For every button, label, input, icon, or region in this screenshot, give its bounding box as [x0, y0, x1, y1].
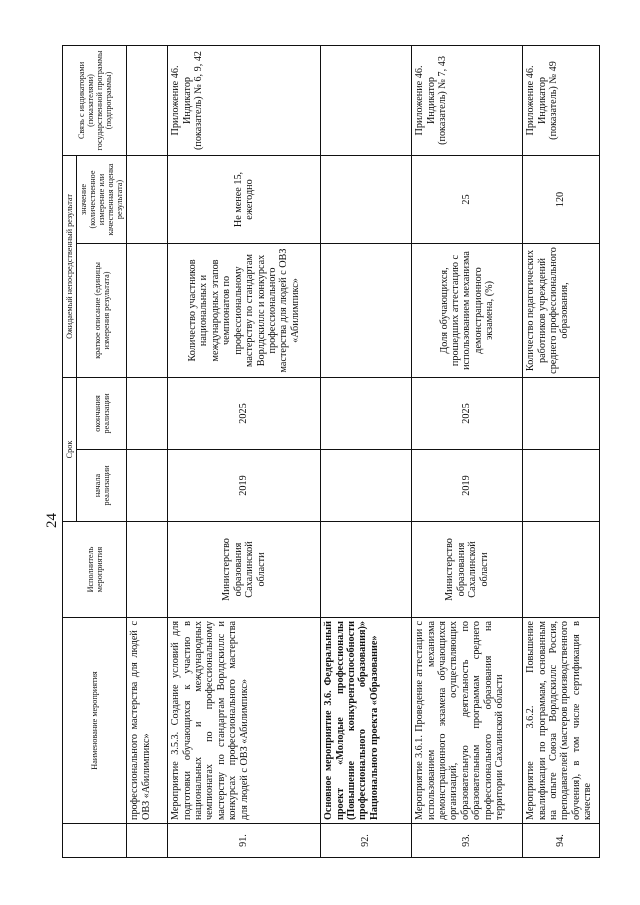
cell-short-desc: Доля обучающихся, прошедших аттестацию с использованием механизма демонстрационного экзамена, (%): [412, 243, 523, 377]
cell-end: [127, 377, 168, 449]
cell-value: [127, 155, 168, 243]
cell-start: [127, 450, 168, 522]
cell-num: 92.: [321, 824, 412, 858]
header-end: окончания реализации: [77, 377, 127, 449]
rotated-page: [44, 46, 596, 858]
cell-end: 2025: [412, 377, 523, 449]
cell-name: Основное мероприятие 3.6. Федеральный проект «Молодые профессионалы (Повышение конкурентоспособности профессионального образования)» Национального проекта «Образование»: [321, 618, 412, 824]
cell-short-desc: Количество участников национальных и международных этапов чемпионатов по профессиональному мастерству по стандартам Ворлдскиллс и конкурсах профессионального мастерства для людей с ОВЗ «Абилимпикс»: [168, 243, 321, 377]
cell-num: 91.: [168, 824, 321, 858]
header-expected: Ожидаемый непосредственный результат: [63, 155, 77, 377]
header-term: Срок: [63, 377, 77, 521]
cell-executor: [321, 522, 412, 618]
header-link: Связь с индикаторами (показателями) государственной программы (подпрограммы): [63, 45, 127, 155]
table-row: [168, 45, 321, 857]
cell-start: 2019: [412, 450, 523, 522]
cell-short-desc: [321, 243, 412, 377]
header-value: значение (количественное измерение или качественная оценка результата): [77, 155, 127, 243]
cell-link: Приложение 46. Индикатор (показатель) № 6, 9, 42: [168, 45, 321, 155]
cell-short-desc: [127, 243, 168, 377]
header-num: [63, 824, 127, 858]
header-row-top: [63, 45, 77, 857]
header-executor: Исполнитель мероприятия: [63, 522, 127, 618]
cell-name: Мероприятие 3.5.3. Создание условий для подготовки обучающихся к участию в национальных и международных чемпионатах по профессиональному мастерству по стандартам Ворлдскиллс и конкурсах профессионального мастерства для людей с ОВЗ «Абилимпикс»: [168, 618, 321, 824]
cell-num: 93.: [412, 824, 523, 858]
cell-start: 2019: [168, 450, 321, 522]
cell-link: Приложение 46. Индикатор (показатель) № 7, 43: [412, 45, 523, 155]
cell-num: [127, 824, 168, 858]
cell-value: 120: [523, 155, 600, 243]
cell-end: 2025: [168, 377, 321, 449]
cell-num: 94.: [523, 824, 600, 858]
cell-start: [523, 450, 600, 522]
cell-executor: Министерство образования Сахалинской области: [412, 522, 523, 618]
cell-end: [523, 377, 600, 449]
cell-link: [321, 45, 412, 155]
cell-short-desc: Количество педагогических работников учреждений среднего профессионального образования,: [523, 243, 600, 377]
table-row-continuation: [127, 45, 168, 857]
page-number: 24: [44, 513, 60, 528]
table-row: [523, 45, 600, 857]
cell-value: 25: [412, 155, 523, 243]
cell-value: [321, 155, 412, 243]
cell-end: [321, 377, 412, 449]
cell-executor: Министерство образования Сахалинской области: [168, 522, 321, 618]
table-row: [321, 45, 412, 857]
cell-link: [127, 45, 168, 155]
cell-executor: [523, 522, 600, 618]
program-table: [62, 45, 600, 858]
cell-name: Мероприятие 3.6.2. Повышение квалификации по программам, основанным на опыте Союза Ворлдскиллс Россия, преподавателей (мастеров производственного обучения), в том числе сертификация в качестве: [523, 618, 600, 824]
cell-link: Приложение 46. Индикатор (показатель) № 49: [523, 45, 600, 155]
cell-executor: [127, 522, 168, 618]
cell-name: Мероприятие 3.6.1. Проведение аттестации с использованием механизма демонстрационного экзамена обучающихся организаций, осуществляющих образовательную деятельность по образовательным программам среднего профессионального образования на территории Сахалинской области: [412, 618, 523, 824]
header-start: начала реализации: [77, 450, 127, 522]
cell-start: [321, 450, 412, 522]
table-row: [412, 45, 523, 857]
header-name: Наименование мероприятия: [63, 618, 127, 824]
header-short-desc: краткое описание (единицы измерения результата): [77, 243, 127, 377]
cell-name: профессионального мастерства для людей с ОВЗ «Абилимпикс»: [127, 618, 168, 824]
cell-value: Не менее 15, ежегодно: [168, 155, 321, 243]
